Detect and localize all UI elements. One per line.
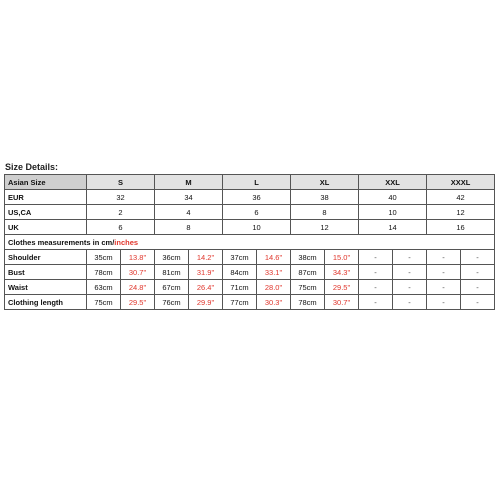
inch-value-cell: 30.7" <box>121 265 155 280</box>
row-label: UK <box>5 220 87 235</box>
cm-value-cell: 67cm <box>155 280 189 295</box>
size-value-cell: 36 <box>223 190 291 205</box>
row-label: Bust <box>5 265 87 280</box>
measurement-row <box>5 250 495 265</box>
size-header-cell: XXL <box>359 175 427 190</box>
measurement-row <box>5 295 495 310</box>
row-label: EUR <box>5 190 87 205</box>
inch-value-cell: 13.8" <box>121 250 155 265</box>
cm-value-cell: 71cm <box>223 280 257 295</box>
cm-value-cell: - <box>359 250 393 265</box>
cm-value-cell: 84cm <box>223 265 257 280</box>
inch-value-cell: - <box>393 265 427 280</box>
size-header-cell: L <box>223 175 291 190</box>
conversion-row <box>5 190 495 205</box>
size-value-cell: 16 <box>427 220 495 235</box>
size-value-cell: 10 <box>359 205 427 220</box>
row-label: Asian Size <box>5 175 87 190</box>
inch-value-cell: 30.7" <box>325 295 359 310</box>
inch-value-cell: 34.3" <box>325 265 359 280</box>
size-header-cell: S <box>87 175 155 190</box>
size-value-cell: 8 <box>291 205 359 220</box>
inch-value-cell: 26.4" <box>189 280 223 295</box>
size-value-cell: 14 <box>359 220 427 235</box>
cm-value-cell: 77cm <box>223 295 257 310</box>
row-label: US,CA <box>5 205 87 220</box>
cm-value-cell: 37cm <box>223 250 257 265</box>
inch-value-cell: - <box>393 250 427 265</box>
conversion-row <box>5 205 495 220</box>
cm-value-cell: 75cm <box>291 280 325 295</box>
cm-value-cell: 38cm <box>291 250 325 265</box>
inch-value-cell: 29.5" <box>325 280 359 295</box>
size-value-cell: 42 <box>427 190 495 205</box>
section-header-row <box>5 235 495 250</box>
inch-value-cell: 29.9" <box>189 295 223 310</box>
size-chart-table <box>4 174 495 310</box>
row-label: Shoulder <box>5 250 87 265</box>
cm-value-cell: 81cm <box>155 265 189 280</box>
cm-value-cell: 78cm <box>291 295 325 310</box>
size-header-cell: XL <box>291 175 359 190</box>
size-header-cell: M <box>155 175 223 190</box>
cm-value-cell: - <box>427 280 461 295</box>
size-value-cell: 32 <box>87 190 155 205</box>
measurement-row <box>5 280 495 295</box>
size-value-cell: 6 <box>223 205 291 220</box>
inch-value-cell: - <box>461 250 495 265</box>
size-header-row <box>5 175 495 190</box>
size-value-cell: 38 <box>291 190 359 205</box>
section-label: Clothes measurements in cm/ <box>8 237 115 247</box>
conversion-row <box>5 220 495 235</box>
size-value-cell: 4 <box>155 205 223 220</box>
size-value-cell: 12 <box>427 205 495 220</box>
inch-value-cell: 15.0" <box>325 250 359 265</box>
page-title: Size Details: <box>5 162 59 172</box>
size-value-cell: 10 <box>223 220 291 235</box>
size-chart-body <box>5 175 495 310</box>
inch-value-cell: - <box>461 295 495 310</box>
inch-value-cell: - <box>461 280 495 295</box>
cm-value-cell: - <box>359 295 393 310</box>
inch-value-cell: - <box>461 265 495 280</box>
inch-value-cell: 24.8" <box>121 280 155 295</box>
cm-value-cell: - <box>359 265 393 280</box>
size-value-cell: 2 <box>87 205 155 220</box>
inch-value-cell: - <box>393 295 427 310</box>
cm-value-cell: - <box>427 265 461 280</box>
inch-value-cell: - <box>393 280 427 295</box>
inch-value-cell: 14.6" <box>257 250 291 265</box>
cm-value-cell: 35cm <box>87 250 121 265</box>
inch-value-cell: 29.5" <box>121 295 155 310</box>
inch-value-cell: 28.0" <box>257 280 291 295</box>
row-label: Waist <box>5 280 87 295</box>
row-label: Clothing length <box>5 295 87 310</box>
measurement-row <box>5 265 495 280</box>
section-header <box>5 235 495 250</box>
cm-value-cell: 87cm <box>291 265 325 280</box>
cm-value-cell: 36cm <box>155 250 189 265</box>
inch-value-cell: 33.1" <box>257 265 291 280</box>
cm-value-cell: - <box>427 250 461 265</box>
inch-value-cell: 14.2" <box>189 250 223 265</box>
cm-value-cell: 78cm <box>87 265 121 280</box>
size-value-cell: 40 <box>359 190 427 205</box>
size-value-cell: 6 <box>87 220 155 235</box>
cm-value-cell: 75cm <box>87 295 121 310</box>
size-header-cell: XXXL <box>427 175 495 190</box>
cm-value-cell: 76cm <box>155 295 189 310</box>
size-value-cell: 34 <box>155 190 223 205</box>
cm-value-cell: - <box>359 280 393 295</box>
inch-value-cell: 31.9" <box>189 265 223 280</box>
inch-value-cell: 30.3" <box>257 295 291 310</box>
size-value-cell: 12 <box>291 220 359 235</box>
cm-value-cell: 63cm <box>87 280 121 295</box>
size-value-cell: 8 <box>155 220 223 235</box>
section-unit-label: inches <box>114 237 139 247</box>
cm-value-cell: - <box>427 295 461 310</box>
